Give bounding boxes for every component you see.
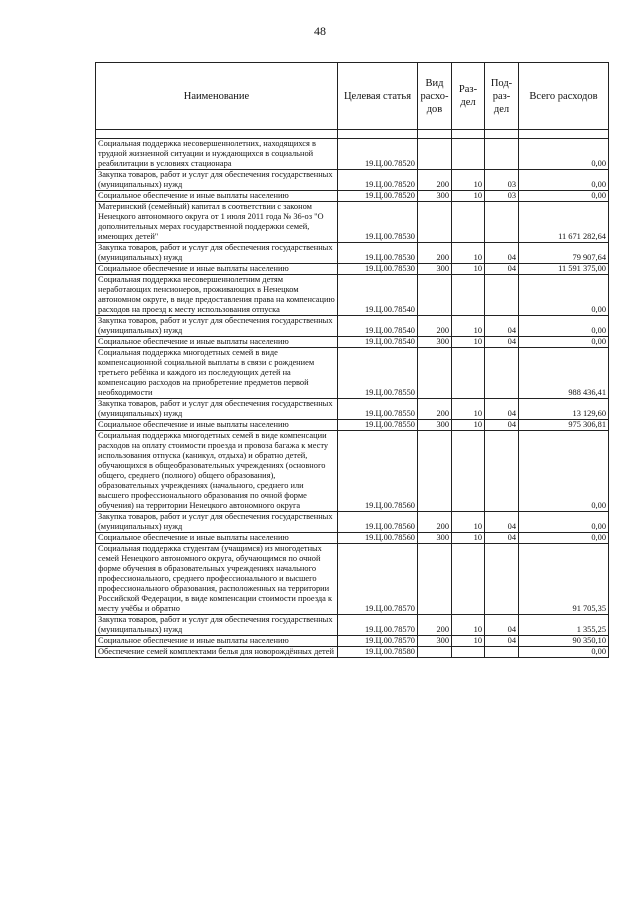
row-name: Социальное обеспечение и иные выплаты населению (96, 337, 338, 348)
row-subsection: 03 (485, 170, 519, 191)
table-header (96, 63, 609, 130)
table-row (96, 647, 609, 658)
row-expense-kind: 300 (418, 337, 452, 348)
row-section: 10 (452, 243, 485, 264)
header-target-article: Целевая статья (338, 63, 418, 130)
row-total: 0,00 (519, 139, 609, 170)
row-section: 10 (452, 399, 485, 420)
row-target-article: 19.Ц.00.78540 (338, 316, 418, 337)
row-section: 10 (452, 337, 485, 348)
row-section: 10 (452, 533, 485, 544)
page-number: 48 (314, 24, 326, 38)
row-subsection: 04 (485, 399, 519, 420)
row-target-article: 19.Ц.00.78520 (338, 191, 418, 202)
row-subsection: 04 (485, 512, 519, 533)
row-name: Социальная поддержка многодетных семей в виде компенсационной социальной выплаты в связи с рождением третьего ребёнка и каждого из последующих детей на компенсацию расходов на приобретение предметов первой необходимости (96, 348, 338, 399)
row-total: 975 306,81 (519, 420, 609, 431)
row-expense-kind: 200 (418, 243, 452, 264)
row-subsection: 04 (485, 533, 519, 544)
row-subsection: 04 (485, 615, 519, 636)
row-target-article: 19.Ц.00.78570 (338, 544, 418, 615)
row-target-article: 19.Ц.00.78570 (338, 615, 418, 636)
row-name: Закупка товаров, работ и услуг для обеспечения государственных (муниципальных) нужд (96, 512, 338, 533)
row-target-article: 19.Ц.00.78550 (338, 399, 418, 420)
table-row (96, 275, 609, 316)
row-target-article: 19.Ц.00.78520 (338, 170, 418, 191)
table-row (96, 316, 609, 337)
row-expense-kind: 200 (418, 399, 452, 420)
row-subsection: 04 (485, 636, 519, 647)
row-total: 0,00 (519, 316, 609, 337)
table-row (96, 170, 609, 191)
table-row (96, 191, 609, 202)
row-section: 10 (452, 316, 485, 337)
row-name: Закупка товаров, работ и услуг для обеспечения государственных (муниципальных) нужд (96, 615, 338, 636)
spacer-row (96, 130, 609, 139)
row-target-article: 19.Ц.00.78550 (338, 348, 418, 399)
row-expense-kind: 200 (418, 615, 452, 636)
row-total: 0,00 (519, 431, 609, 512)
header-section: Раз- дел (452, 63, 485, 130)
row-section (452, 544, 485, 615)
row-name: Социальная поддержка многодетных семей в виде компенсации расходов на оплату стоимости проезда и провоза багажа к месту использования отпуска (каникул, отдыха) и обратно детей, обучающихся в общеобразовательных учреждениях (основного общего, среднего (полного) общего образования), образовательных учреждениях (начального, среднего или высшего профессионального образования по очной форме обучения) на территории Ненецкого автономного округа (96, 431, 338, 512)
row-target-article: 19.Ц.00.78540 (338, 337, 418, 348)
table-row (96, 264, 609, 275)
row-subsection (485, 431, 519, 512)
row-section (452, 275, 485, 316)
row-subsection: 04 (485, 420, 519, 431)
row-expense-kind (418, 202, 452, 243)
header-total: Всего расходов (519, 63, 609, 130)
row-section: 10 (452, 170, 485, 191)
row-subsection (485, 139, 519, 170)
row-name: Обеспечение семей комплектами белья для новорождённых детей (96, 647, 338, 658)
row-target-article: 19.Ц.00.78580 (338, 647, 418, 658)
row-expense-kind: 300 (418, 264, 452, 275)
row-total: 0,00 (519, 337, 609, 348)
row-total: 0,00 (519, 191, 609, 202)
header-subsection: Под- раз- дел (485, 63, 519, 130)
row-total: 90 350,10 (519, 636, 609, 647)
row-expense-kind (418, 647, 452, 658)
row-expense-kind: 300 (418, 191, 452, 202)
row-section (452, 647, 485, 658)
row-section: 10 (452, 420, 485, 431)
row-section: 10 (452, 615, 485, 636)
header-name: Наименование (96, 63, 338, 130)
table-row (96, 243, 609, 264)
row-name: Закупка товаров, работ и услуг для обеспечения государственных (муниципальных) нужд (96, 170, 338, 191)
row-section: 10 (452, 512, 485, 533)
row-expense-kind: 200 (418, 316, 452, 337)
row-name: Социальное обеспечение и иные выплаты населению (96, 533, 338, 544)
table-row (96, 420, 609, 431)
table-row (96, 431, 609, 512)
row-target-article: 19.Ц.00.78530 (338, 243, 418, 264)
table-row (96, 337, 609, 348)
row-target-article: 19.Ц.00.78560 (338, 512, 418, 533)
row-expense-kind (418, 544, 452, 615)
row-name: Социальная поддержка несовершеннолетним детям неработающих пенсионеров, проживающих в Ненецком автономном округе, в виде предоставления права на компенсацию расходов на проезд к месту использования отпуска (96, 275, 338, 316)
row-subsection (485, 275, 519, 316)
row-name: Закупка товаров, работ и услуг для обеспечения государственных (муниципальных) нужд (96, 316, 338, 337)
row-total: 0,00 (519, 170, 609, 191)
budget-table (95, 62, 609, 658)
row-subsection: 04 (485, 337, 519, 348)
table-row (96, 615, 609, 636)
row-total: 988 436,41 (519, 348, 609, 399)
row-target-article: 19.Ц.00.78520 (338, 139, 418, 170)
row-expense-kind: 300 (418, 533, 452, 544)
table-row (96, 533, 609, 544)
row-total: 0,00 (519, 275, 609, 316)
table-row (96, 636, 609, 647)
table-row (96, 544, 609, 615)
row-subsection (485, 544, 519, 615)
row-section: 10 (452, 191, 485, 202)
row-expense-kind: 300 (418, 636, 452, 647)
row-name: Материнский (семейный) капитал в соответствии с законом Ненецкого автономного округа от 1 июля 2011 года № 36-оз "О дополнительных мерах государственной поддержки семей, имеющих детей" (96, 202, 338, 243)
row-expense-kind: 300 (418, 420, 452, 431)
row-subsection: 03 (485, 191, 519, 202)
table-row (96, 139, 609, 170)
row-section (452, 348, 485, 399)
row-target-article: 19.Ц.00.78570 (338, 636, 418, 647)
table-row (96, 399, 609, 420)
row-subsection: 04 (485, 316, 519, 337)
row-name: Социальное обеспечение и иные выплаты населению (96, 264, 338, 275)
row-name: Социальная поддержка студентам (учащимся) из многодетных семей Ненецкого автономного округа, обучающимся по очной форме обучения в образовательных учреждениях начального профессионального, среднего профессионального и высшего профессионального образования, расположенных на территории Российской Федерации, в виде компенсации стоимости проезда к месту учёбы и обратно (96, 544, 338, 615)
row-section: 10 (452, 264, 485, 275)
row-total: 1 355,25 (519, 615, 609, 636)
row-total: 13 129,60 (519, 399, 609, 420)
row-target-article: 19.Ц.00.78560 (338, 533, 418, 544)
row-subsection (485, 647, 519, 658)
row-name: Социальное обеспечение и иные выплаты населению (96, 420, 338, 431)
row-target-article: 19.Ц.00.78560 (338, 431, 418, 512)
row-subsection: 04 (485, 264, 519, 275)
row-total: 0,00 (519, 533, 609, 544)
row-subsection (485, 348, 519, 399)
row-subsection (485, 202, 519, 243)
row-total: 91 705,35 (519, 544, 609, 615)
row-target-article: 19.Ц.00.78530 (338, 202, 418, 243)
row-name: Социальное обеспечение и иные выплаты населению (96, 191, 338, 202)
row-name: Закупка товаров, работ и услуг для обеспечения государственных (муниципальных) нужд (96, 243, 338, 264)
row-total: 0,00 (519, 512, 609, 533)
row-target-article: 19.Ц.00.78550 (338, 420, 418, 431)
table-body (96, 130, 609, 658)
row-target-article: 19.Ц.00.78530 (338, 264, 418, 275)
row-total: 11 591 375,00 (519, 264, 609, 275)
row-total: 0,00 (519, 647, 609, 658)
row-name: Социальная поддержка несовершеннолетних, находящихся в трудной жизненной ситуации и нуждающихся в социальной реабилитации в условиях стационара (96, 139, 338, 170)
header-expense-kind: Вид расхо- дов (418, 63, 452, 130)
table-row (96, 512, 609, 533)
row-target-article: 19.Ц.00.78540 (338, 275, 418, 316)
table-row (96, 348, 609, 399)
row-name: Социальное обеспечение и иные выплаты населению (96, 636, 338, 647)
row-expense-kind: 200 (418, 170, 452, 191)
row-expense-kind (418, 431, 452, 512)
row-section (452, 202, 485, 243)
row-section (452, 139, 485, 170)
row-expense-kind (418, 275, 452, 316)
row-total: 79 907,64 (519, 243, 609, 264)
row-section: 10 (452, 636, 485, 647)
row-total: 11 671 282,64 (519, 202, 609, 243)
row-subsection: 04 (485, 243, 519, 264)
row-expense-kind: 200 (418, 512, 452, 533)
table-row (96, 202, 609, 243)
row-name: Закупка товаров, работ и услуг для обеспечения государственных (муниципальных) нужд (96, 399, 338, 420)
row-expense-kind (418, 348, 452, 399)
row-section (452, 431, 485, 512)
row-expense-kind (418, 139, 452, 170)
